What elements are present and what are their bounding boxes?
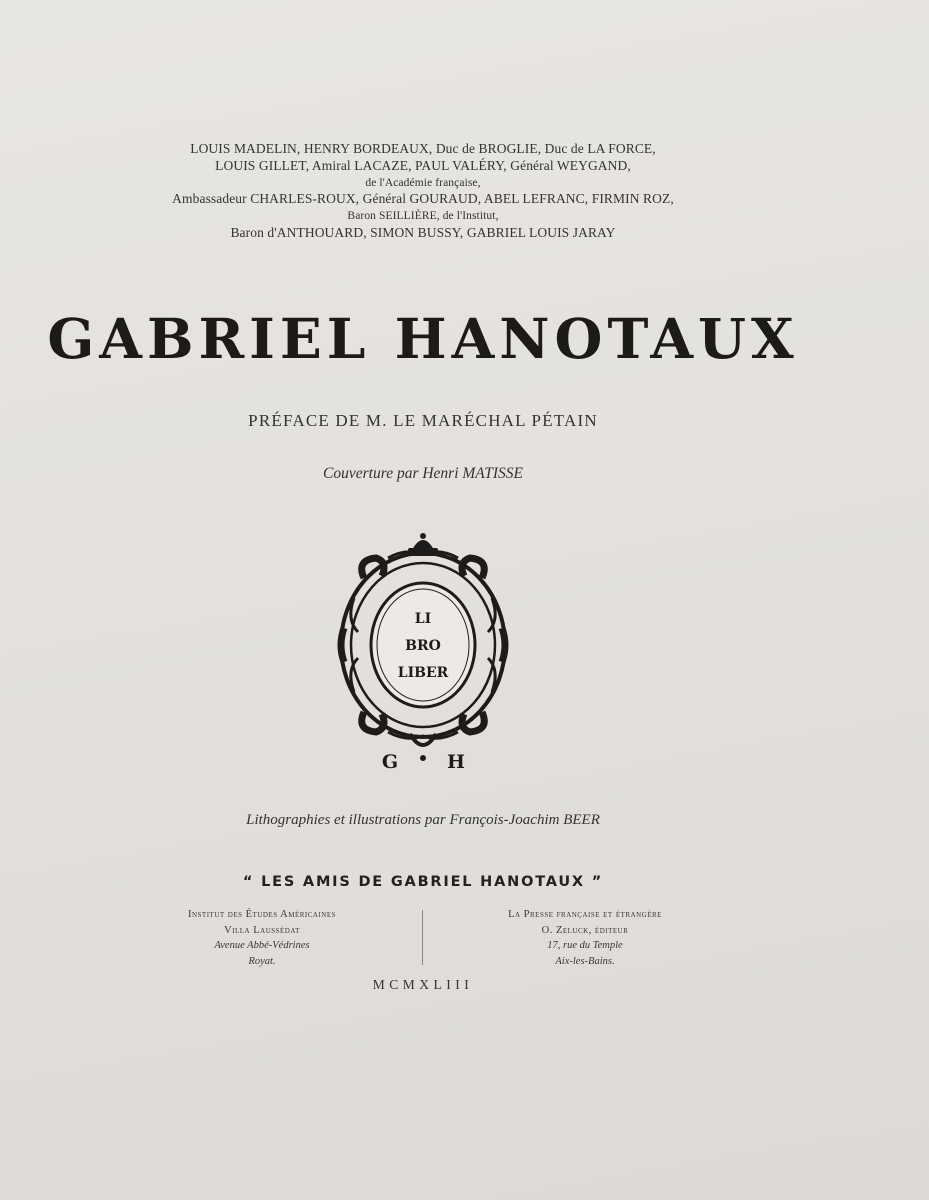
author-list — [0, 141, 846, 242]
author-line-2: LOUIS GILLET, Amiral LACAZE, PAUL VALÉRY, Général WEYGAND, — [215, 157, 631, 173]
emblem-initial-h: H — [447, 751, 465, 773]
publisher-left — [142, 907, 382, 969]
author-line-3: de l'Académie française, — [365, 176, 481, 189]
illustrations-credit: Lithographies et illustrations par François-Joachim BEER — [246, 812, 600, 828]
publisher-right-line-2: O. Zeluck, éditeur — [541, 924, 629, 936]
preface-line: PRÉFACE DE M. LE MARÉCHAL PÉTAIN — [248, 411, 598, 430]
publisher-emblem — [336, 528, 510, 776]
book-title: GABRIEL HANOTAUX — [47, 306, 799, 371]
publisher-left-line-1: Institut des Études Américaines — [187, 909, 336, 920]
society-name: “ LES AMIS DE GABRIEL HANOTAUX ” — [242, 874, 604, 890]
author-line-5: Baron SEILLIÈRE, de l'Institut, — [347, 210, 499, 223]
publisher-left-line-3: Avenue Abbé-Védrines — [214, 940, 310, 951]
publisher-divider — [422, 910, 423, 965]
author-line-1: LOUIS MADELIN, HENRY BORDEAUX, Duc de BROGLIE, Duc de LA FORCE, — [190, 141, 656, 156]
publisher-right-line-4: Aix-les-Bains. — [555, 955, 615, 967]
publisher-right — [465, 907, 705, 969]
emblem-motto-1: LI — [414, 611, 432, 627]
publication-year: MCMXLIII — [372, 977, 474, 992]
publisher-right-line-3: 17, rue du Temple — [547, 940, 623, 951]
author-line-4: Ambassadeur CHARLES-ROUX, Général GOURAUD, ABEL LEFRANC, FIRMIN ROZ, — [172, 191, 674, 207]
emblem-motto-3: LIBER — [397, 665, 449, 681]
author-line-6: Baron d'ANTHOUARD, SIMON BUSSY, GABRIEL LOUIS JARAY — [230, 224, 616, 240]
emblem-motto-2: BRO — [405, 638, 441, 654]
publisher-left-line-2: Villa Laussédat — [224, 924, 300, 936]
publisher-right-line-1: La Presse française et étrangère — [508, 909, 662, 920]
cover-credit: Couverture par Henri MATISSE — [323, 465, 523, 482]
publisher-left-line-4: Royat. — [248, 955, 276, 967]
emblem-initial-g: G — [381, 751, 399, 773]
